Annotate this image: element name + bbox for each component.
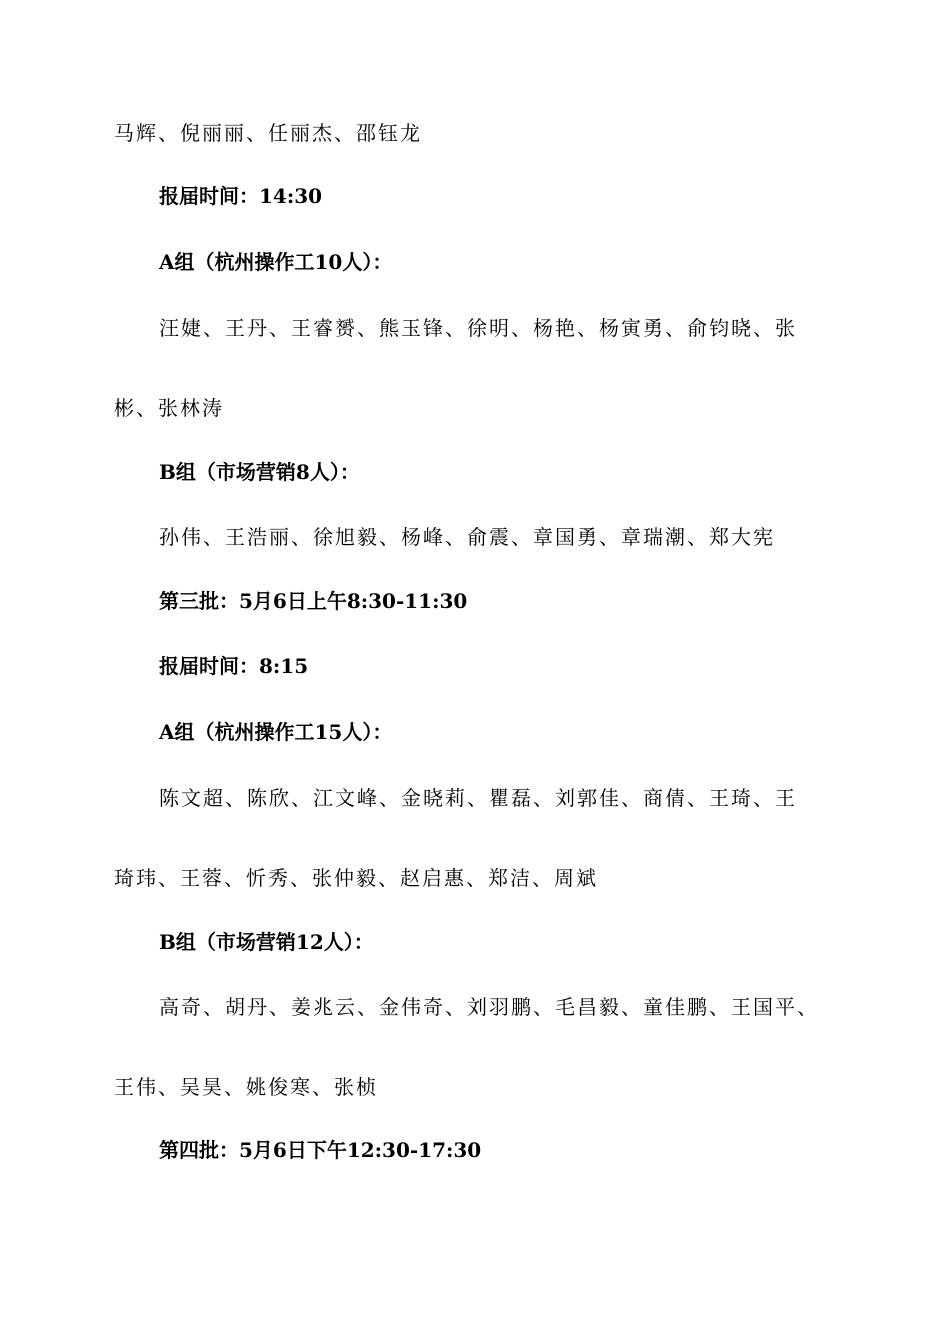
group-b-names-continuation: 王伟、吴昊、姚俊寒、张桢: [114, 1075, 378, 1099]
check-in-time: 报届时间：8:15: [159, 654, 309, 678]
group-b-heading: B组（市场营销8人）：: [159, 460, 360, 484]
name-list-continuation: 马辉、倪丽丽、任丽杰、邵钰龙: [114, 121, 422, 145]
group-a-heading: A组（杭州操作工10人）：: [159, 250, 393, 274]
group-a-names: 陈文超、陈欣、江文峰、金晓莉、瞿磊、刘郭佳、商倩、王琦、王: [159, 786, 797, 810]
group-a-names-continuation: 彬、张林涛: [114, 396, 224, 420]
batch-four-heading: 第四批：5月6日下午12:30-17:30: [159, 1138, 482, 1162]
group-a-heading: A组（杭州操作工15人）：: [159, 720, 393, 744]
batch-three-heading: 第三批：5月6日上午8:30-11:30: [159, 589, 468, 613]
group-b-heading: B组（市场营销12人）：: [159, 930, 374, 954]
group-b-names: 孙伟、王浩丽、徐旭毅、杨峰、俞震、章国勇、章瑞潮、郑大宪: [159, 525, 775, 549]
group-a-names: 汪婕、王丹、王睿赟、熊玉锋、徐明、杨艳、杨寅勇、俞钧晓、张: [159, 316, 797, 340]
group-a-names-continuation: 琦玮、王蓉、忻秀、张仲毅、赵启惠、郑洁、周斌: [114, 866, 598, 890]
group-b-names: 高奇、胡丹、姜兆云、金伟奇、刘羽鹏、毛昌毅、童佳鹏、王国平、: [159, 995, 819, 1019]
check-in-time: 报届时间：14:30: [159, 184, 323, 208]
